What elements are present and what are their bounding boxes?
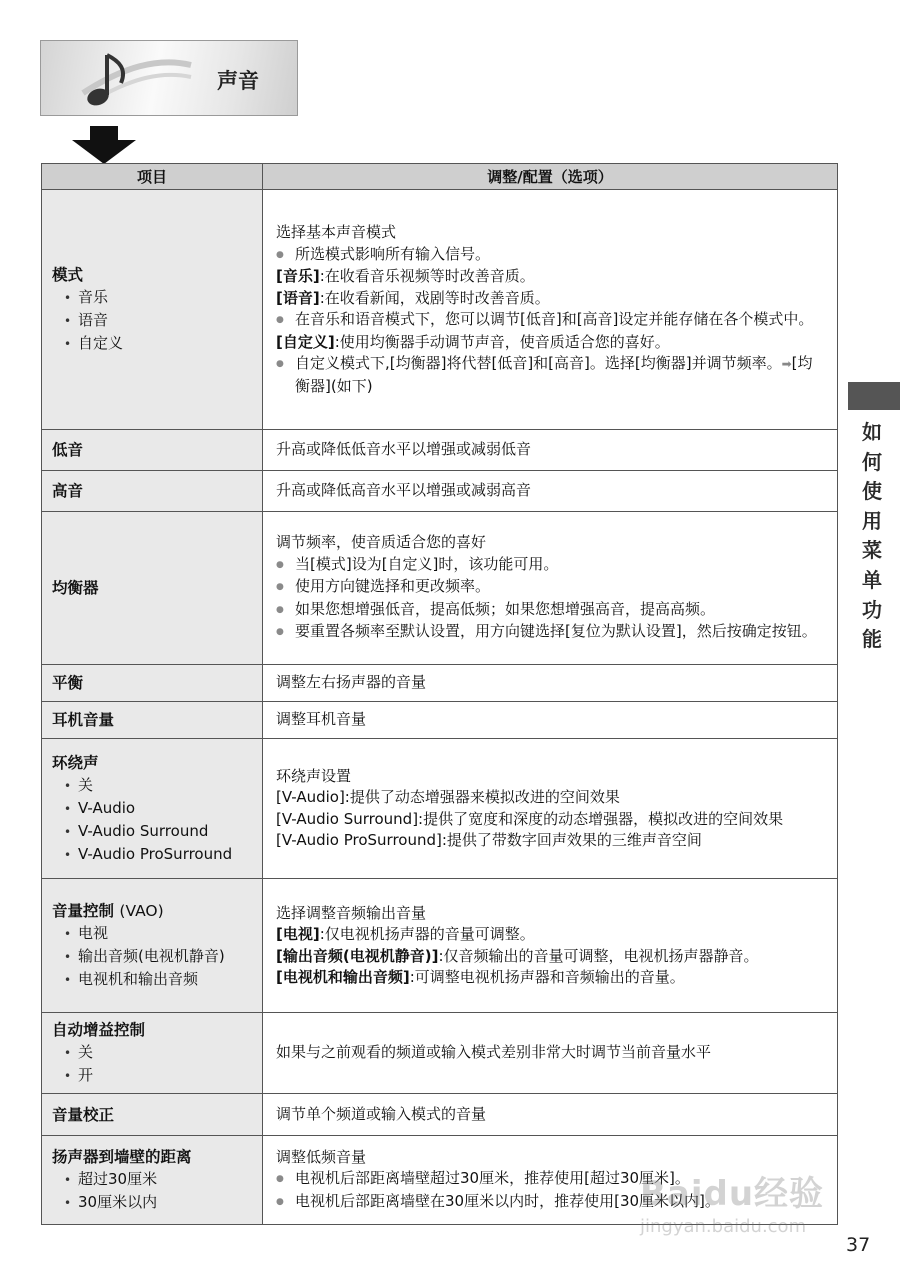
section-tab-char: 使 [862,479,882,504]
adjustment-cell [263,879,838,1013]
item-name-text: 音量控制 [52,902,115,920]
table-header-row [42,164,838,190]
table-row [42,1013,838,1094]
item-option: • 开 [52,1064,252,1087]
item-name [52,752,252,774]
item-name [52,709,252,731]
option-text: :可调整电视机扬声器和音频输出的音量。 [409,968,685,986]
table-row [42,665,838,702]
section-header [40,40,298,116]
item-cell [42,1013,263,1094]
item-cell [42,471,263,512]
bullet-line [276,353,825,397]
adjustment-cell [263,702,838,739]
item-cell [42,739,263,879]
item-name [52,1146,252,1168]
item-option: • V-Audio ProSurround [52,843,252,866]
section-tab-char: 如 [862,420,882,444]
option-description [276,924,825,946]
item-option: • 语音 [52,309,252,332]
item-cell [42,702,263,739]
section-tab-char: 功 [862,597,882,622]
description-line: 调整耳机音量 [276,710,367,729]
page-number: 37 [846,1234,871,1256]
item-option: • 超过30厘米 [52,1168,252,1191]
item-cell [42,430,263,471]
item-option: • 音乐 [52,286,252,309]
item-name-text: 均衡器 [52,579,99,597]
section-tab-label [849,418,895,655]
item-cell [42,1136,263,1225]
bullet-line: ● 如果您想增强低音，提高低频；如果您想增强高音，提高高频。 [276,599,825,622]
item-name-text: 自动增益控制 [52,1021,146,1039]
description-line: 调节单个频道或输入模式的音量 [276,1104,487,1123]
item-name [52,672,252,694]
description-line: 选择调整音频输出音量 [276,903,427,922]
option-description [276,946,825,968]
item-name [52,1104,252,1126]
option-text: :使用均衡器手动调节声音，使音质适合您的喜好。 [334,332,670,351]
item-name-text: 模式 [52,266,84,284]
description-line: [V-Audio ProSurround]:提供了带数字回声效果的三维声音空间 [276,831,702,849]
option-keyword: [输出音频(电视机静音)] [276,946,439,965]
adjustment-cell [263,512,838,665]
description-line: [V-Audio Surround]:提供了宽度和深度的动态增强器，模拟改进的空间效果 [276,809,784,828]
adjustment-cell [263,430,838,471]
adjustment-cell [263,1094,838,1136]
bullet-line: ● 在音乐和语音模式下，您可以调节[低音]和[高音]设定并能存储在各个模式中。 [276,309,825,332]
page-title: 声音 [217,69,259,93]
item-option: • 关 [52,1041,252,1064]
bullet-line: ● 使用方向键选择和更改频率。 [276,576,825,599]
option-text: :仅音频输出的音量可调整，电视机扬声器静音。 [438,946,759,965]
table-row [42,471,838,512]
bullet-line: ● 要重置各频率至默认设置，用方向键选择[复位为默认设置]，然后按确定按钮。 [276,621,825,644]
item-cell [42,190,263,430]
bullet-line: ● 电视机后部距离墙壁超过30厘米，推荐使用[超过30厘米]。 [276,1168,825,1191]
bullet-text: 自定义模式下,[均衡器]将代替[低音]和[高音]。选择[均衡器]并调节频率。 [295,354,782,372]
section-tab-char: 能 [862,627,882,652]
option-keyword: [电视] [276,925,320,943]
sound-settings-table [41,163,838,1225]
music-note-icon [63,47,193,111]
description-line: [V-Audio]:提供了动态增强器来模拟改进的空间效果 [276,788,620,806]
watermark-brand: Baidu经验 [640,1174,825,1214]
item-name-text: 音量校正 [52,1105,115,1124]
adjustment-cell [263,190,838,430]
description-line: 调整左右扬声器的音量 [276,673,427,692]
column-header-adjust: 调整/配置（选项） [263,164,838,190]
arrow-right-icon: ➡ [781,357,792,371]
item-name-text: 低音 [52,441,84,459]
description-line: 调节频率，使音质适合您的喜好 [276,533,487,552]
reference-text: [均衡器](如下) [295,354,813,395]
bullet-line: ● 电视机后部距离墙壁在30厘米以内时，推荐使用[30厘米以内]。 [276,1191,825,1214]
option-description [276,266,825,288]
item-name-text: 扬声器到墙壁的距离 [52,1148,192,1166]
section-tab-char: 菜 [862,538,882,563]
adjustment-cell [263,471,838,512]
item-name [52,264,252,286]
option-text: :仅电视机扬声器的音量可调整。 [319,925,535,943]
bullet-line: ● 所选模式影响所有输入信号。 [276,244,825,267]
item-option: • V-Audio Surround [52,820,252,843]
description-line: 调整低频音量 [276,1147,367,1166]
item-option: • 电视机和输出音频 [52,968,252,991]
item-name [52,480,252,502]
item-name [52,439,252,461]
section-tab-char: 用 [862,508,882,533]
section-tab-char: 单 [862,567,882,592]
item-name [52,1019,252,1041]
description-line: 如果与之前观看的频道或输入模式差别非常大时调节当前音量水平 [276,1043,712,1062]
item-option: • 自定义 [52,332,252,355]
option-text: :在收看音乐视频等时改善音质。 [319,267,535,285]
item-option: • 关 [52,774,252,797]
description-line: 升高或降低低音水平以增强或减弱低音 [276,440,532,459]
table-row [42,190,838,430]
section-tab-marker [848,382,900,410]
option-description [276,288,825,310]
option-keyword: [语音] [276,288,320,307]
watermark-url: jingyan.baidu.com [640,1216,807,1237]
description-line: 选择基本声音模式 [276,223,397,241]
column-header-item: 项目 [42,164,263,190]
section-tab-char: 何 [862,449,882,474]
item-cell [42,665,263,702]
item-name-text: 耳机音量 [52,711,115,729]
adjustment-cell [263,1013,838,1094]
item-cell [42,1094,263,1136]
item-option: • 电视 [52,922,252,945]
description-line: 升高或降低高音水平以增强或减弱高音 [276,481,532,500]
option-text: :在收看新闻，戏剧等时改善音质。 [319,288,550,307]
item-option: • 30厘米以内 [52,1191,252,1214]
option-description [276,967,825,989]
bullet-line: ● 当[模式]设为[自定义]时，该功能可用。 [276,554,825,577]
option-keyword: [自定义] [276,332,335,351]
item-name [52,577,252,599]
description-line: 环绕声设置 [276,766,352,785]
item-name-text: 高音 [52,482,84,500]
watermark [640,1164,845,1244]
option-keyword: [音乐] [276,267,320,285]
table-row [42,879,838,1013]
table-row [42,512,838,665]
table-row [42,702,838,739]
item-name-text: 平衡 [52,674,84,692]
option-description [276,332,825,354]
item-option: • 输出音频(电视机静音) [52,945,252,968]
arrow-down-icon [72,126,136,164]
option-keyword: [电视机和输出音频] [276,968,410,986]
table-row [42,1094,838,1136]
item-cell [42,512,263,665]
adjustment-cell [263,739,838,879]
table-row [42,739,838,879]
item-name-suffix: (VAO) [119,902,164,920]
item-name-text: 环绕声 [52,753,99,772]
item-name [52,900,252,922]
item-option: • V-Audio [52,797,252,820]
item-cell [42,879,263,1013]
adjustment-cell [263,665,838,702]
table-row [42,430,838,471]
